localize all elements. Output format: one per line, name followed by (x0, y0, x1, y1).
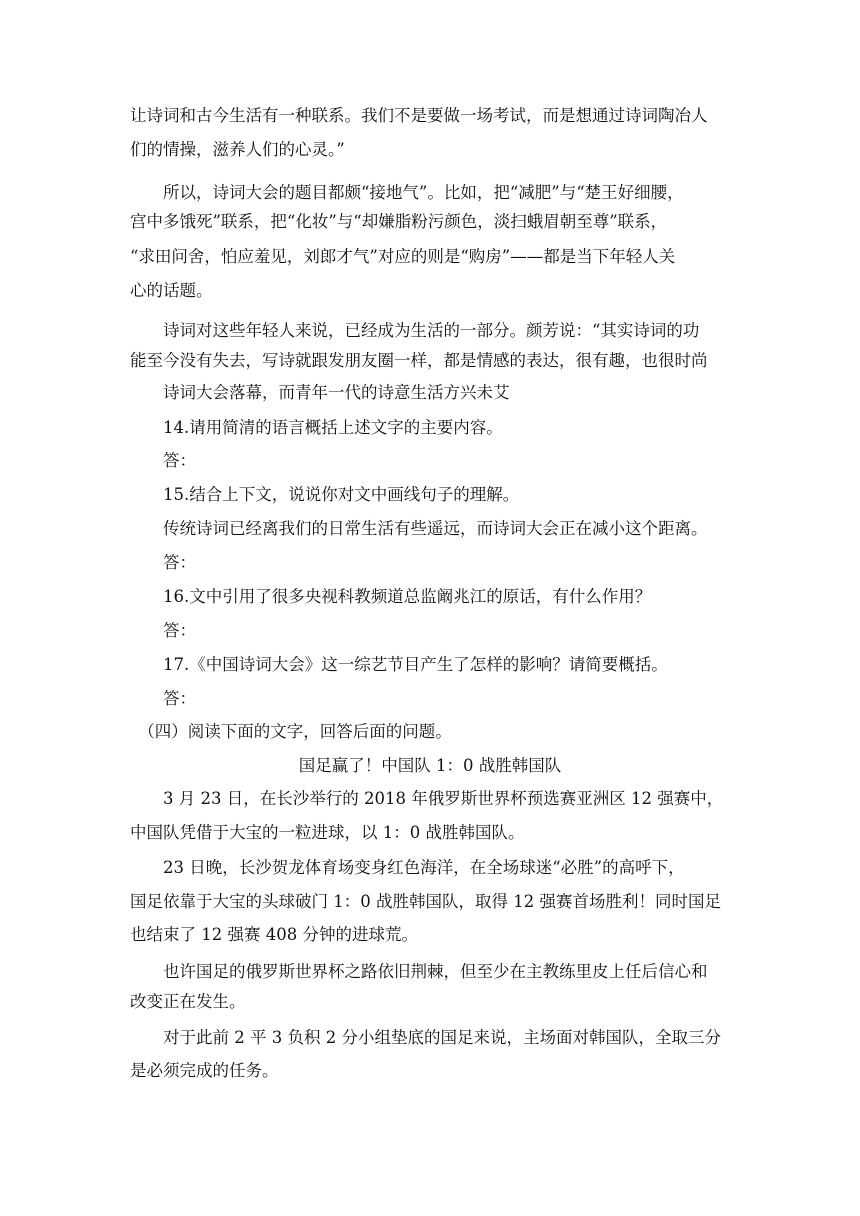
text-line: 们的情操，滋养人们的心灵。” (130, 140, 345, 159)
text-line: 改变正在发生。 (130, 992, 246, 1011)
text-line: 23 日晚，长沙贺龙体育场变身红色海洋，在全场球迷“必胜”的高呼下， (130, 858, 685, 877)
underlined-sentence: 传统诗词已经离我们的日常生活有些遥远，而诗词大会正在减小这个距离。 (130, 519, 708, 538)
text-line: 诗词大会落幕，而青年一代的诗意生活方兴未艾 (130, 383, 510, 402)
text-line: 宫中多饿死”联系，把“化妆”与“却嫌脂粉污颜色，淡扫蛾眉朝至尊”联系， (130, 212, 668, 231)
article-title: 国足赢了！中国队 1：0 战胜韩国队 (298, 756, 562, 775)
text-line: 3 月 23 日，在长沙举行的 2018 年俄罗斯世界杯预选赛亚洲区 12 强赛中， (130, 789, 724, 808)
text-line: 诗词对这些年轻人来说，已经成为生活的一部分。颜芳说：“其实诗词的功 (130, 321, 700, 340)
question-15: 15.结合上下文，说说你对文中画线句子的理解。 (130, 485, 520, 504)
text-line: 心的话题。 (130, 281, 213, 300)
text-line: 让诗词和古今生活有一种联系。我们不是要做一场考试，而是想通过诗词陶冶人 (130, 106, 708, 125)
answer-label: 答： (130, 621, 196, 640)
text-line: 所以，诗词大会的题目都颇“接地气”。比如，把“减肥”与“楚王好细腰， (130, 183, 684, 202)
text-line: 国足依靠于大宝的头球破门 1：0 战胜韩国队，取得 12 强赛首场胜利！同时国足 (130, 892, 721, 911)
text-line: 对于此前 2 平 3 负积 2 分小组垫底的国足来说，主场面对韩国队，全取三分 (130, 1028, 721, 1047)
answer-label: 答： (130, 553, 196, 572)
text-line: 能至今没有失去，写诗就跟发朋友圈一样，都是情感的表达，很有趣，也很时尚 (130, 351, 708, 370)
text-line: 也许国足的俄罗斯世界杯之路依旧荆棘，但至少在主教练里皮上任后信心和 (130, 962, 708, 981)
answer-label: 答： (130, 689, 196, 708)
text-line: “求田问舍，怕应羞见，刘郎才气”对应的则是“购房”——都是当下年轻人关 (130, 247, 676, 266)
text-line: 也结束了 12 强赛 408 分钟的进球荒。 (130, 925, 418, 944)
answer-label: 答： (130, 451, 196, 470)
text-line: 中国队凭借于大宝的一粒进球，以 1：0 战胜韩国队。 (130, 823, 525, 842)
question-14: 14.请用简清的语言概括上述文字的主要内容。 (130, 418, 503, 437)
question-16: 16.文中引用了很多央视科教频道总监阚兆江的原话，有什么作用？ (130, 587, 652, 606)
text-line: 是必须完成的任务。 (130, 1061, 279, 1080)
question-17: 17.《中国诗词大会》这一综艺节目产生了怎样的影响？请简要概括。 (130, 655, 668, 674)
section-heading: （四）阅读下面的文字，回答后面的问题。 (130, 722, 452, 741)
